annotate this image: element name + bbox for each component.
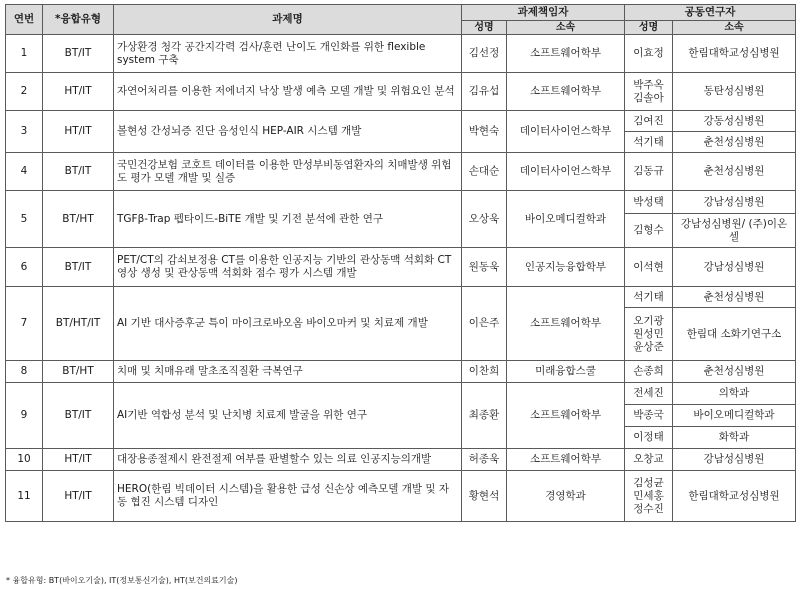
row-co-dept: 한림대 소화기연구소 <box>673 308 796 361</box>
row-title: 볼현성 간성뇌증 진단 음성인식 HEP-AIR 시스템 개발 <box>114 111 462 153</box>
row-no: 11 <box>6 471 43 522</box>
table-row <box>6 153 796 191</box>
row-title: PET/CT의 감쇠보정용 CT를 이용한 인공지능 기반의 관상동맥 석회화 CT영상 생성 및 관상동맥 석회화 점수 평가 시스템 개발 <box>114 248 462 287</box>
row-title: TGFβ-Trap 펩타이드-BiTE 개발 및 기전 분석에 관한 연구 <box>114 191 462 248</box>
row-co-dept: 춘천성심병원 <box>673 361 796 383</box>
row-no: 1 <box>6 35 43 73</box>
table-row <box>6 35 796 73</box>
row-pi-name: 황현석 <box>462 471 507 522</box>
footnote: * 융합유형: BT(바이오기술), IT(정보통신기술), HT(보건의료기술) <box>6 576 238 585</box>
row-co-name: 김성균 민세홍 정수진 <box>625 471 673 522</box>
table-row <box>6 191 796 214</box>
row-type: BT/HT <box>43 361 114 383</box>
row-co-dept: 춘천성심병원 <box>673 287 796 308</box>
header-co-dept: 소속 <box>673 21 796 35</box>
row-no: 6 <box>6 248 43 287</box>
row-type: HT/IT <box>43 449 114 471</box>
row-co-name: 김형수 <box>625 214 673 248</box>
row-no: 3 <box>6 111 43 153</box>
row-co-dept: 강남성심병원 <box>673 449 796 471</box>
row-co-name: 이석현 <box>625 248 673 287</box>
row-no: 2 <box>6 73 43 111</box>
research-projects-table <box>5 4 796 522</box>
row-pi-name: 손대순 <box>462 153 507 191</box>
row-co-dept: 동탄성심병원 <box>673 73 796 111</box>
table-row <box>6 73 796 111</box>
row-pi-dept: 경영학과 <box>507 471 625 522</box>
row-co-name: 박성택 <box>625 191 673 214</box>
row-co-name: 석기태 <box>625 132 673 153</box>
row-no: 7 <box>6 287 43 361</box>
row-pi-dept: 데이터사이언스학부 <box>507 111 625 153</box>
row-co-dept: 강남성심병원 <box>673 191 796 214</box>
header-pi-group: 과제책임자 <box>462 5 625 21</box>
row-title: 국민건강보험 코호트 데이터를 이용한 만성부비동염환자의 치매발생 위험도 평가 모델 개발 및 실증 <box>114 153 462 191</box>
row-no: 5 <box>6 191 43 248</box>
row-pi-dept: 미래융합스쿨 <box>507 361 625 383</box>
row-co-dept: 화학과 <box>673 427 796 449</box>
row-co-dept: 한림대학교성심병원 <box>673 471 796 522</box>
table-row <box>6 287 796 308</box>
row-type: HT/IT <box>43 73 114 111</box>
table-row <box>6 248 796 287</box>
row-co-name: 박종국 <box>625 405 673 427</box>
header-no: 연번 <box>6 5 43 35</box>
header-co-name: 성명 <box>625 21 673 35</box>
row-co-dept: 춘천성심병원 <box>673 132 796 153</box>
row-pi-dept: 소프트웨어학부 <box>507 73 625 111</box>
row-pi-dept: 소프트웨어학부 <box>507 287 625 361</box>
row-pi-name: 이은주 <box>462 287 507 361</box>
row-co-dept: 강동성심병원 <box>673 111 796 132</box>
table-row <box>6 449 796 471</box>
header-co-group: 공동연구자 <box>625 5 796 21</box>
header-pi-dept: 소속 <box>507 21 625 35</box>
row-co-dept: 강남성심병원/ (주)이온셀 <box>673 214 796 248</box>
row-co-name: 오기광 원성민 윤상준 <box>625 308 673 361</box>
row-pi-name: 허종욱 <box>462 449 507 471</box>
row-pi-name: 김선정 <box>462 35 507 73</box>
row-co-dept: 의학과 <box>673 383 796 405</box>
row-title: 자연어처리를 이용한 저에너지 낙상 발생 예측 모델 개발 및 위험요인 분석 <box>114 73 462 111</box>
row-no: 9 <box>6 383 43 449</box>
row-co-name: 오창교 <box>625 449 673 471</box>
row-title: 대장용종절제시 완전절제 여부를 판별할수 있는 의료 인공지능의개발 <box>114 449 462 471</box>
row-type: BT/IT <box>43 153 114 191</box>
row-co-dept: 강남성심병원 <box>673 248 796 287</box>
row-co-name: 박주옥 김솔아 <box>625 73 673 111</box>
header-pi-name: 성명 <box>462 21 507 35</box>
row-pi-dept: 인공지능융합학부 <box>507 248 625 287</box>
row-title: AI 기반 대사증후군 특이 마이크로바오옴 바이오마커 및 치료제 개발 <box>114 287 462 361</box>
row-no: 4 <box>6 153 43 191</box>
row-type: HT/IT <box>43 111 114 153</box>
row-co-name: 전세진 <box>625 383 673 405</box>
row-co-dept: 춘천성심병원 <box>673 153 796 191</box>
table-row <box>6 111 796 132</box>
row-pi-name: 박현숙 <box>462 111 507 153</box>
row-title: 치매 및 치매유래 말초조직질환 극복연구 <box>114 361 462 383</box>
table-row <box>6 383 796 405</box>
row-title: HERO(한림 빅데이터 시스템)을 활용한 급성 신손상 예측모델 개발 및 자동 협진 시스템 디자인 <box>114 471 462 522</box>
row-pi-name: 이찬희 <box>462 361 507 383</box>
row-co-name: 손종희 <box>625 361 673 383</box>
row-type: BT/HT <box>43 191 114 248</box>
row-no: 10 <box>6 449 43 471</box>
header-type: *융합유형 <box>43 5 114 35</box>
row-co-name: 이효정 <box>625 35 673 73</box>
row-pi-dept: 데이터사이언스학부 <box>507 153 625 191</box>
row-pi-name: 최종환 <box>462 383 507 449</box>
row-type: BT/IT <box>43 35 114 73</box>
row-co-dept: 바이오메디컬학과 <box>673 405 796 427</box>
row-type: BT/IT <box>43 248 114 287</box>
row-pi-dept: 바이오메디컬학과 <box>507 191 625 248</box>
row-type: BT/HT/IT <box>43 287 114 361</box>
row-pi-name: 원동욱 <box>462 248 507 287</box>
row-title: 가상환경 청각 공간지각력 검사/훈련 난이도 개인화를 위한 flexible system 구축 <box>114 35 462 73</box>
table-row <box>6 471 796 522</box>
row-pi-dept: 소프트웨어학부 <box>507 449 625 471</box>
row-pi-dept: 소프트웨어학부 <box>507 383 625 449</box>
header-title: 과제명 <box>114 5 462 35</box>
row-co-name: 석기태 <box>625 287 673 308</box>
row-pi-dept: 소프트웨어학부 <box>507 35 625 73</box>
row-type: BT/IT <box>43 383 114 449</box>
row-no: 8 <box>6 361 43 383</box>
row-type: HT/IT <box>43 471 114 522</box>
row-title: AI기반 역합성 분석 및 난치병 치료제 발굴을 위한 연구 <box>114 383 462 449</box>
row-co-name: 이정태 <box>625 427 673 449</box>
row-co-name: 김동규 <box>625 153 673 191</box>
row-pi-name: 김유섭 <box>462 73 507 111</box>
row-co-dept: 한림대학교성심병원 <box>673 35 796 73</box>
table-row <box>6 361 796 383</box>
row-co-name: 김여진 <box>625 111 673 132</box>
row-pi-name: 오상욱 <box>462 191 507 248</box>
